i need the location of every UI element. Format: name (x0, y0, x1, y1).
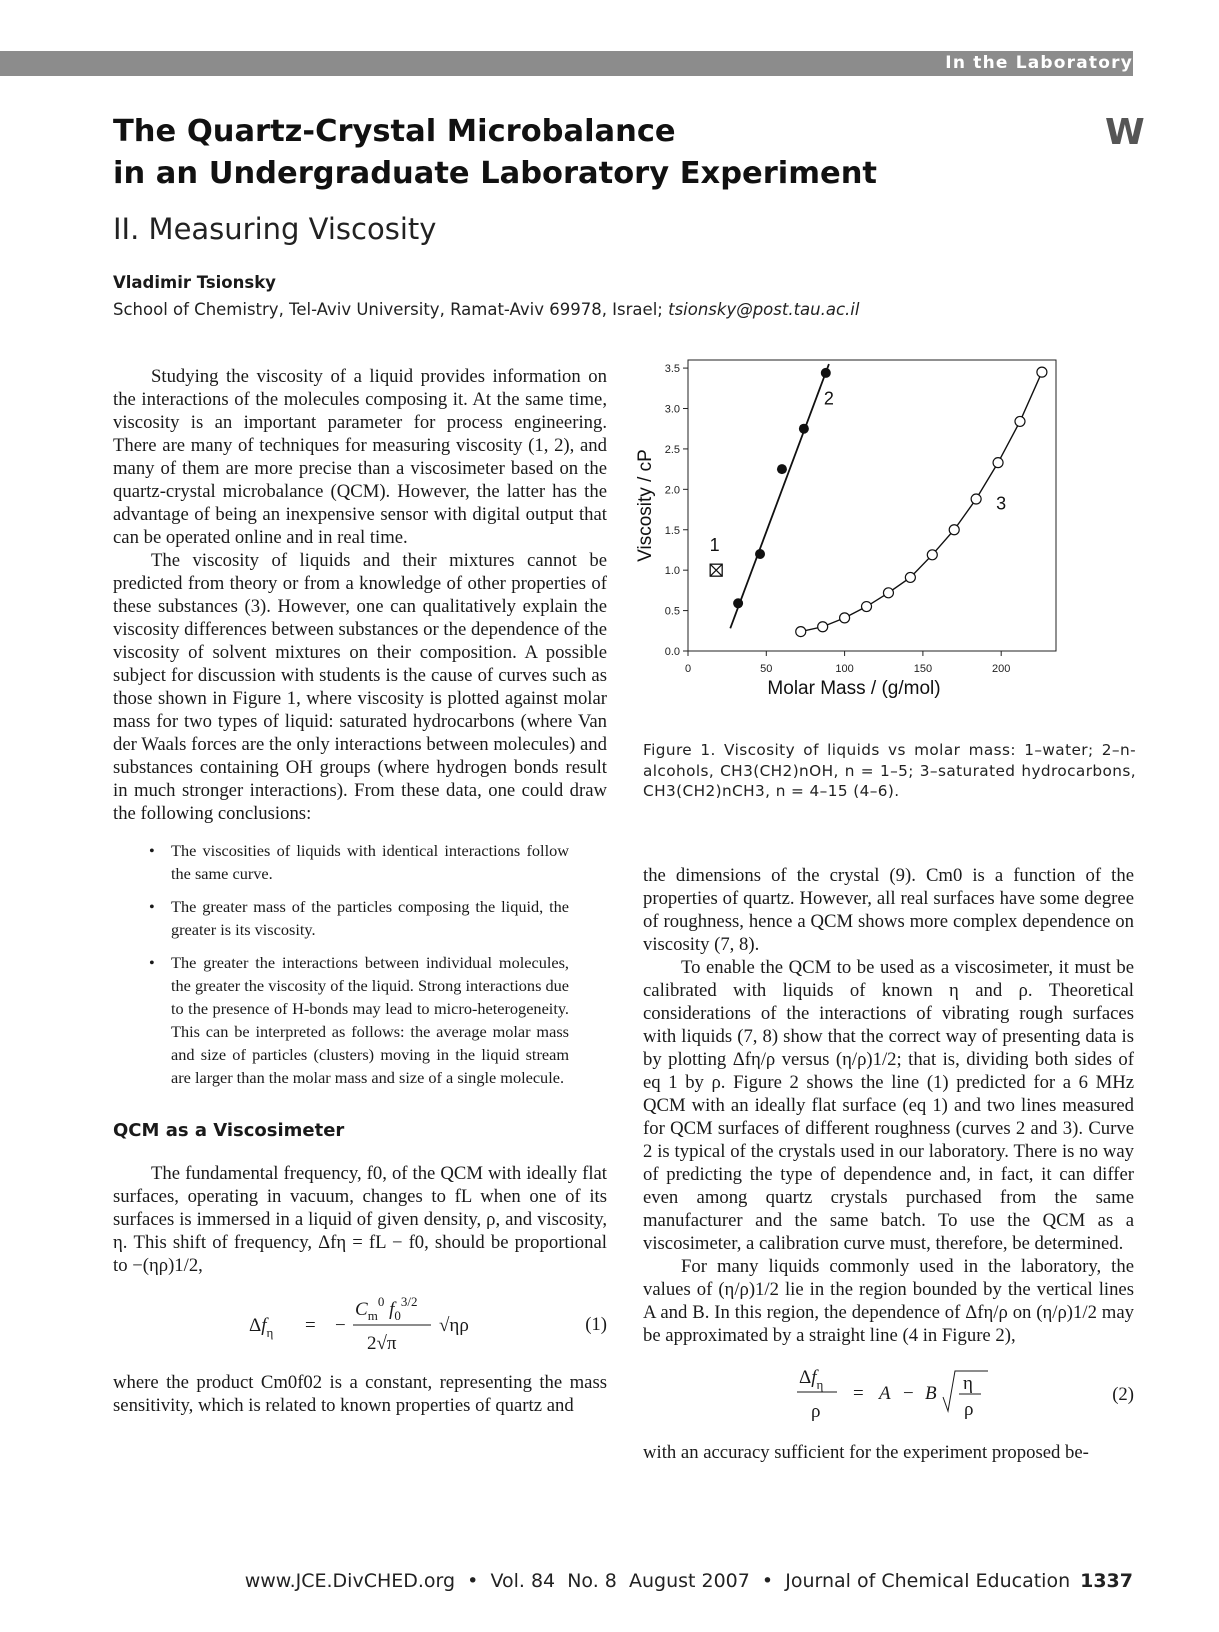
figure-1-chart (635, 360, 1080, 710)
series-label: 2 (823, 388, 834, 409)
svg-text:=: = (853, 1383, 864, 1404)
x-tick-label: 0 (684, 663, 692, 675)
article-title (113, 111, 1013, 195)
y-axis-label: Viscosity / cP (635, 449, 656, 562)
web-material-mark: W (1105, 112, 1145, 153)
paragraph: For many liquids commonly used in the laboratory, the values of (η/ρ)1/2 lie in the region bounded by the vertical lines A and B. In this region, the dependence of Δfη/ρ on (η/ρ)1/2 may be approximated by a straight line (4 in Figure 2), (643, 1256, 1134, 1346)
data-point-series-2 (821, 368, 831, 378)
equation-number: (2) (1112, 1384, 1134, 1405)
svg-text:ρ: ρ (811, 1401, 821, 1422)
title-line-2: in an Undergraduate Laboratory Experiment (113, 156, 877, 191)
x-tick-label: 50 (760, 663, 773, 675)
svg-text:A: A (879, 1383, 891, 1404)
paragraph: The fundamental frequency, f0, of the QCM with ideally flat surfaces, operating in vacuum, changes to fL when one of its surfaces is immersed in a liquid of given density, ρ, and viscosity, η. This shift of frequency, Δfη = fL − f0, should be proportional to −(ηρ)1/2, (113, 1163, 607, 1276)
list-item: • The viscosities of liquids with identical interactions follow the same curve. (149, 841, 569, 883)
y-tick-label: 1.5 (664, 524, 680, 537)
equation-1-formula (243, 1291, 603, 1361)
list-item: • The greater the interactions between individual molecules, the greater the viscosity of the liquid. Strong interactions due to the presence of H-bonds may lead to micro-heterogeneity. This can be interpreted as follows: the average molar mass and size of particles (clusters) moving in the liquid stream are larger than the molar mass and size of a single molecule. (149, 953, 569, 1087)
equation-1 (113, 1291, 607, 1361)
svg-text:=: = (305, 1315, 316, 1336)
svg-text:Δfη: $\Delta f_\eta$ (799, 1367, 824, 1392)
left-column (113, 365, 607, 1417)
svg-text:2√π: 2√π (367, 1333, 397, 1354)
page-footer (0, 1570, 1133, 1592)
data-point-series-2 (733, 598, 743, 608)
y-tick-label: 3.5 (664, 363, 680, 376)
data-point-series-3 (1015, 416, 1025, 426)
y-tick-label: 0.0 (664, 646, 680, 658)
data-point-series-3 (796, 627, 806, 637)
paragraph: To enable the QCM to be used as a viscosimeter, it must be calibrated with liquids of known η and ρ. Theoretical considerations of the interactions of vibrating rough surfaces with liquids (7, 8) show that the correct way of presenting data is by plotting Δfη/ρ versus (η/ρ)1/2; that is, dividing both sides of eq 1 by ρ. Figure 2 shows the line (1) predicted for a 6 MHz QCM with an ideally flat surface (eq 1) and two lines measured for QCM surfaces of different roughness (curves 2 and 3). Curve 2 is typical of the crystals used in our laboratory. There is no way of predicting the type of dependence and, in fact, it can differ even among quartz crystals purchased from the same manufacturer and the same batch. To use the QCM as a viscosimeter, a calibration curve must, therefore, be determined. (643, 957, 1134, 1254)
data-point-series-2 (799, 424, 809, 434)
svg-text:ρ: ρ (964, 1399, 974, 1420)
paragraph: the dimensions of the crystal (9). Cm0 is a function of the properties of quartz. However, all real surfaces have some degree of roughness, hence a QCM shows more complex dependence on viscosity (7, 8). (643, 865, 1134, 955)
author-name: Vladimir Tsionsky (113, 273, 276, 292)
data-point-series-2 (755, 549, 765, 559)
equation-number: (1) (585, 1314, 607, 1335)
y-tick-label: 2.5 (664, 443, 680, 456)
svg-text:η: η (963, 1373, 973, 1394)
paragraph: with an accuracy sufficient for the experiment proposed be- (643, 1442, 1089, 1463)
section-label: In the Laboratory (945, 53, 1133, 73)
equation-2 (643, 1361, 1134, 1431)
equation-2-formula (793, 1361, 1013, 1431)
x-tick-label: 200 (992, 663, 1011, 675)
y-tick-label: 1.0 (664, 565, 680, 578)
data-point-series-3 (883, 588, 893, 598)
data-point-series-3 (1037, 367, 1047, 377)
paragraph: Studying the viscosity of a liquid provides information on the interactions of the molecules composing it. At the same time, viscosity is an important parameter for process engineering. There are many of techniques for measuring viscosity (1, 2), and many of them are more precise than a viscosimeter based on the quartz-crystal microbalance (QCM). However, the latter has the advantage of being an inexpensive sensor with digital output that can be operated online and in real time. (113, 366, 607, 548)
conclusions-list (113, 839, 607, 1089)
data-point-series-3 (818, 622, 828, 632)
author-email[interactable]: tsionsky@post.tau.ac.il (668, 300, 860, 319)
x-tick-label: 100 (835, 663, 854, 675)
x-tick-label: 150 (913, 663, 933, 675)
affiliation-text: School of Chemistry, Tel-Aviv University, Ramat-Aviv 69978, Israel; (113, 300, 663, 319)
list-item: • The greater mass of the particles composing the liquid, the greater is its viscosity. (149, 897, 569, 939)
section-heading: QCM as a Viscosimeter (113, 1120, 345, 1141)
data-point-series-3 (862, 602, 872, 612)
data-point-series-3 (971, 494, 981, 504)
author-affiliation (113, 300, 859, 319)
figure-caption: Figure 1. Viscosity of liquids vs molar mass: 1–water; 2–n-alcohols, CH3(CH2)nOH, n = 1–5; 3–saturated hydrocarbons, CH3(CH2)nCH3, n = 4–15 (4–6). (643, 741, 1136, 800)
data-point-series-3 (905, 572, 915, 582)
svg-text:−: − (903, 1383, 914, 1404)
svg-text:√ηρ: √ηρ (439, 1315, 469, 1336)
title-line-1: The Quartz-Crystal Microbalance (113, 114, 676, 149)
x-axis-label: Molar Mass / (g/mol) (767, 678, 941, 699)
y-tick-label: 0.5 (664, 605, 680, 618)
svg-text:−: − (335, 1315, 346, 1336)
svg-text:Cm0 f03/2: $C_m^0$ $f_0^{3/2}$ (355, 1294, 418, 1323)
svg-text:Δfη: $\Delta f_\eta$ (249, 1315, 274, 1340)
series-2-fit-line (730, 364, 829, 628)
data-point-series-3 (949, 525, 959, 535)
article-subtitle: II. Measuring Viscosity (113, 212, 437, 246)
series-label: 3 (996, 493, 1007, 514)
svg-text:B: B (925, 1383, 937, 1404)
footer-text: www.JCE.DivCHED.org • Vol. 84 No. 8 August 2007 • Journal of Chemical Education (244, 1570, 1071, 1592)
right-column (643, 864, 1134, 1464)
paragraph: The viscosity of liquids and their mixtures cannot be predicted from theory or from a knowledge of other properties of these substances (3). However, one can qualitatively explain the viscosity differences between substances or the dependence of the viscosity of solvent mixtures on their composition. A possible subject for discussion with students is the cause of curves such as those shown in Figure 1, where viscosity is plotted against molar mass for two types of liquid: saturated hydrocarbons (where Van der Waals forces are the only interactions between molecules) and substances containing OH groups (where hydrogen bonds result in much stronger interactions). From these data, one could draw the following conclusions: (113, 550, 607, 824)
paragraph: where the product Cm0f02 is a constant, representing the mass sensitivity, which is related to known properties of quartz and (113, 1372, 607, 1416)
data-point-series-3 (927, 550, 937, 560)
data-point-series-3 (840, 613, 850, 623)
series-label: 1 (709, 534, 720, 555)
data-point-series-2 (777, 464, 787, 474)
page-number: 1337 (1080, 1570, 1133, 1592)
data-point-series-3 (993, 458, 1003, 468)
y-tick-label: 3.0 (664, 403, 680, 416)
y-tick-label: 2.0 (664, 484, 680, 497)
